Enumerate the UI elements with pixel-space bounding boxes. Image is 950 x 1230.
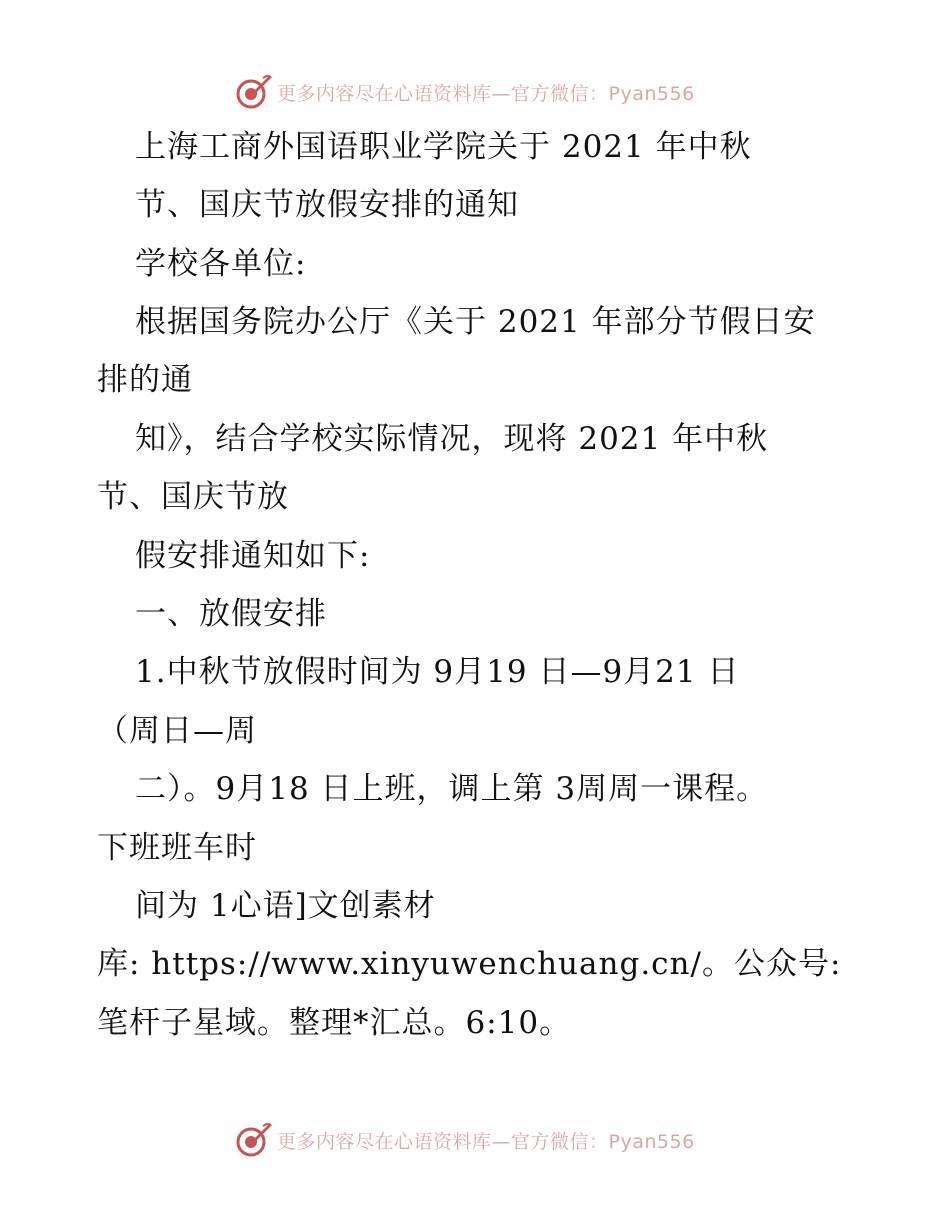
doc-paragraph-line: 下班班车时	[97, 830, 257, 866]
doc-paragraph-line: （周日—周	[97, 713, 257, 749]
watermark-text: 更多内容尽在心语资料库—官方微信：Pyan556	[277, 1130, 695, 1153]
doc-paragraph-line: 二）。9月18 日上班，调上第 3周周一课程。	[135, 771, 769, 807]
doc-title-line-1: 上海工商外国语职业学院关于 2021 年中秋	[135, 129, 752, 165]
watermark-text: 更多内容尽在心语资料库—官方微信：Pyan556	[277, 82, 695, 105]
quill-logo-icon	[233, 1120, 273, 1160]
doc-paragraph-line: 根据国务院办公厅《关于 2021 年部分节假日安	[135, 304, 816, 340]
doc-paragraph-line: 库: https://www.xinyuwenchuang.cn/。公众号:	[97, 946, 842, 982]
doc-section-heading: 一、放假安排	[135, 596, 327, 632]
doc-paragraph-line: 1.中秋节放假时间为 9月19 日—9月21 日	[135, 654, 740, 690]
doc-paragraph-line: 假安排通知如下:	[135, 538, 371, 574]
watermark-banner-bottom	[0, 1120, 950, 1160]
quill-logo-icon	[233, 72, 273, 112]
doc-paragraph-line: 知》，结合学校实际情况，现将 2021 年中秋	[135, 421, 769, 457]
doc-title-line-2: 节、国庆节放假安排的通知	[135, 187, 519, 223]
watermark-banner-top	[0, 72, 950, 112]
doc-paragraph-line: 间为 1心语]文创素材	[135, 888, 436, 924]
doc-paragraph-line: 排的通	[97, 362, 193, 398]
doc-paragraph-line: 笔杆子星域。整理*汇总。6:10。	[97, 1005, 572, 1041]
doc-paragraph-line: 节、国庆节放	[97, 479, 289, 515]
doc-salutation: 学校各单位:	[135, 246, 307, 282]
